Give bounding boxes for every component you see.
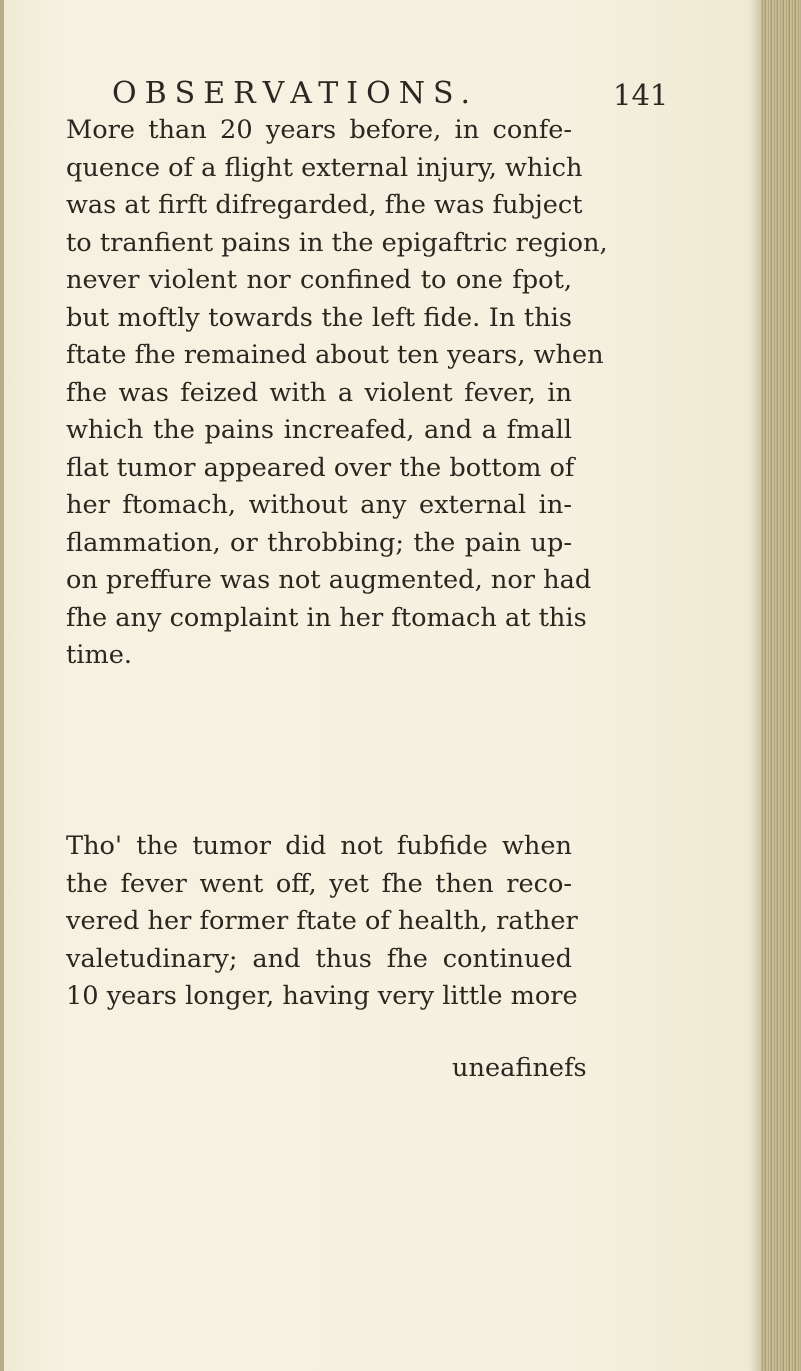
text-line: on preffure was not augmented, nor had [66, 565, 592, 595]
text-line: which the pains increafed, and a fmall [66, 415, 572, 445]
text-line: never violent nor confined to one fpot, [66, 265, 572, 295]
paragraph-2 [66, 828, 578, 1016]
page-gutter-edge [0, 0, 4, 1371]
text-line: but moftly towards the left fide. In this [66, 302, 572, 333]
text-line: vered her former ftate of health, rather [66, 906, 578, 936]
book-fore-edge [761, 0, 801, 1371]
text-line: fhe was feized with a violent fever, in [66, 377, 572, 408]
text-line: ftate fhe remained about ten years, when [66, 340, 604, 370]
catchword: uneafinefs [452, 1053, 587, 1083]
text-line: her ftomach, without any external in- [66, 490, 572, 520]
paragraph-1 [66, 112, 608, 675]
text-line: was at firft difregarded, fhe was fubject [66, 190, 583, 220]
text-line: quence of a flight external injury, which [66, 152, 583, 183]
page-number: 141 [613, 78, 669, 112]
text-line: the fever went off, yet fhe then reco- [66, 868, 572, 899]
text-line: flat tumor appeared over the bottom of [66, 452, 575, 483]
text-line: flammation, or throbbing; the pain up- [66, 527, 572, 558]
running-title: OBSERVATIONS. [112, 76, 478, 111]
text-line: valetudinary; and thus fhe continued [66, 943, 572, 974]
text-line: to tranfient pains in the epigaftric region, [66, 227, 608, 258]
text-line: More than 20 years before, in confe- [66, 115, 572, 145]
text-line: Tho' the tumor did not fubfide when [66, 831, 572, 861]
text-line: 10 years longer, having very little more [66, 981, 578, 1011]
text-line: time. [66, 640, 133, 670]
text-line: fhe any complaint in her ftomach at this [66, 602, 587, 633]
